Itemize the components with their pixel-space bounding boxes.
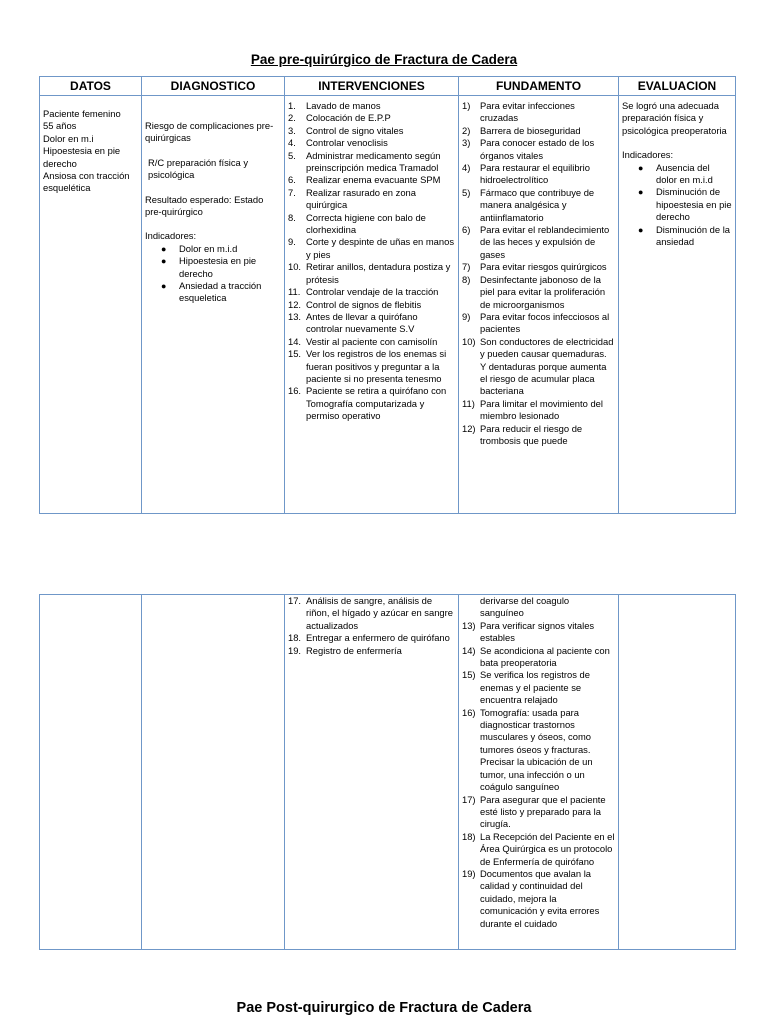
- diagnostico-riesgo: Riesgo de complicaciones pre-quirúrgicas: [145, 120, 274, 144]
- fundamento-cell: [459, 595, 619, 950]
- evaluacion-cell: [619, 595, 736, 950]
- bullet-icon: ●: [638, 224, 644, 235]
- item-number: 17): [462, 793, 476, 805]
- item-text: Se acondiciona al paciente con bata preoperatoria: [480, 644, 610, 669]
- item-text: Colocación de E.P.P: [306, 112, 391, 124]
- list-item: [288, 595, 455, 632]
- fundamento-list: [462, 100, 615, 447]
- list-item: [288, 137, 455, 149]
- list-item: ● Ausencia del dolor en m.i.d: [638, 161, 713, 186]
- item-number: 16.: [288, 385, 302, 397]
- list-item: [462, 423, 615, 448]
- item-text: Ver los registros de los enemas si fueran positivos y preguntar a la paciente si no presenta tenesmo: [306, 348, 447, 384]
- table-header-row: [40, 77, 736, 96]
- diagnostico-rc: R/C preparación física y psicológica: [148, 156, 249, 181]
- item-number: 8): [462, 273, 471, 285]
- fundamento-continuation: derivarse del coagulo sanguíneo: [480, 595, 570, 619]
- list-item: [288, 645, 455, 657]
- header-datos: DATOS: [40, 77, 142, 96]
- header-intervenciones: INTERVENCIONES: [285, 77, 459, 96]
- diagnostico-indicadores-label: Indicadores:: [145, 230, 197, 242]
- item-text: Entregar a enfermero de quirófano: [306, 632, 450, 644]
- item-text: Antes de llevar a quirófano controlar nuevamente S.V: [306, 310, 418, 335]
- item-number: 14.: [288, 335, 302, 347]
- list-item: [462, 261, 615, 273]
- item-number: 10.: [288, 261, 302, 273]
- list-item: [288, 311, 455, 336]
- item-number: 12): [462, 422, 476, 434]
- item-number: 3.: [288, 124, 296, 136]
- list-item: [288, 348, 455, 385]
- list-item: [288, 385, 455, 422]
- item-text: Controlar venoclisis: [306, 137, 388, 149]
- item-number: 19.: [288, 644, 302, 656]
- table-row: [40, 96, 736, 514]
- evaluacion-texto: Se logró una adecuada preparación física y psicológica preoperatoria: [622, 100, 727, 136]
- item-text: Tomografía: usada para diagnosticar trastornos musculares y óseos, como tumores óseos y fracturas. Precisar la ubicación de un tumor, una infección o un coágulo sanguíneo: [480, 706, 593, 793]
- datos-line: Hipoestesia en pie derecho: [43, 145, 121, 169]
- item-number: 11): [462, 397, 475, 409]
- item-text: Corte y despinte de uñas en manos y pies: [306, 236, 455, 260]
- evaluacion-indicadores-list: [622, 162, 732, 249]
- pae-table-page-2: [39, 594, 736, 950]
- diagnostico-cell: [142, 96, 285, 514]
- item-text: Son conductores de electricidad y pueden causar quemaduras. Y dentaduras porque aumenta el riesgo de acumular placa bacteriana: [480, 335, 614, 397]
- list-item: [462, 620, 615, 645]
- item-text: Para restaurar el equilibrio hidroelectrolítico: [480, 162, 590, 186]
- item-number: 1.: [288, 100, 296, 111]
- intervenciones-list: [288, 595, 455, 657]
- datos-line: Dolor en m.i: [43, 132, 94, 144]
- item-number: 18): [462, 830, 476, 842]
- list-item: [462, 669, 615, 706]
- item-number: 6): [462, 224, 471, 236]
- item-text: Desinfectante jabonoso de la piel para evitar la proliferación de microorganismos: [480, 273, 606, 310]
- datos-line: Paciente femenino: [43, 108, 121, 119]
- item-text: Para asegurar que el paciente esté listo y preparado para la cirugía.: [480, 793, 606, 830]
- list-item: ● Hipoestesia en pie derecho: [161, 255, 257, 279]
- intervenciones-cell: [285, 96, 459, 514]
- item-number: 17.: [288, 595, 302, 606]
- item-number: 13.: [288, 310, 302, 322]
- list-item: ● Disminución de la ansiedad: [638, 223, 730, 248]
- item-number: 4): [462, 162, 471, 174]
- list-item: [462, 162, 615, 187]
- list-item: [288, 212, 455, 237]
- list-item: [288, 150, 455, 175]
- list-item: [288, 112, 455, 124]
- item-text: Realizar enema evacuante SPM: [306, 174, 441, 186]
- item-number: 15.: [288, 348, 302, 360]
- item-text: Barrera de bioseguridad: [480, 124, 581, 136]
- item-text: Paciente se retira a quirófano con Tomografía computarizada y permiso operativo: [306, 385, 447, 422]
- item-text: Administrar medicamento según preinscripción medica Tramadol: [306, 149, 441, 174]
- pae-table-page-1: [39, 76, 736, 514]
- item-number: 3): [462, 137, 471, 149]
- list-item: ● Disminución de hipoestesia en pie derecho: [638, 186, 732, 223]
- item-number: 14): [462, 644, 476, 656]
- list-item: ● Dolor en m.i.d: [161, 242, 238, 254]
- fundamento-cell: [459, 96, 619, 514]
- item-number: 4.: [288, 137, 296, 149]
- item-text: Para evitar infecciones cruzadas: [480, 100, 575, 124]
- item-number: 1): [462, 100, 471, 111]
- list-item: [288, 632, 455, 644]
- evaluacion-indicadores-label: Indicadores:: [622, 149, 674, 161]
- list-item: [288, 236, 455, 261]
- item-number: 9): [462, 310, 471, 322]
- item-text: Documentos que avalan la calidad y continuidad del cuidado, mejora la comunicación y evita errores durante el cuidado: [480, 867, 600, 929]
- list-item: ● Ansiedad a tracción esqueletica: [161, 280, 262, 304]
- item-text: Se verifica los registros de enemas y el paciente se encuentra relajado: [480, 669, 590, 706]
- diagnostico-resultado: Resultado esperado: Estado pre-quirúrgico: [145, 193, 264, 218]
- bullet-icon: ●: [638, 187, 644, 198]
- item-number: 12.: [288, 298, 302, 310]
- list-item: [288, 261, 455, 286]
- item-text: Vestir al paciente con camisolín: [306, 335, 438, 347]
- evaluacion-cell: [619, 96, 736, 514]
- section-title: Pae Post-quirurgico de Fractura de Cadera: [236, 1000, 532, 1016]
- item-number: 13): [462, 619, 476, 631]
- bullet-icon: ●: [161, 256, 167, 267]
- diagnostico-indicadores-list: [145, 243, 281, 305]
- header-evaluacion: EVALUACION: [619, 77, 736, 96]
- list-item: [288, 187, 455, 212]
- list-item: [462, 125, 615, 137]
- list-item: [462, 794, 615, 831]
- item-text: Controlar vendaje de la tracción: [306, 286, 439, 298]
- item-number: 19): [462, 867, 476, 879]
- datos-line: 55 años: [43, 120, 77, 132]
- item-number: 8.: [288, 211, 296, 223]
- item-text: Para verificar signos vitales estables: [480, 619, 595, 644]
- item-number: 18.: [288, 632, 302, 644]
- list-item: [462, 100, 615, 125]
- item-text: Para limitar el movimiento del miembro lesionado: [480, 397, 603, 422]
- list-item: [288, 100, 455, 112]
- item-text: La Recepción del Paciente en el Área Quirúrgica es un protocolo de Enfermería de quirófano: [480, 830, 615, 867]
- item-number: 2): [462, 124, 471, 136]
- page-title: Pae pre-quirúrgico de Fractura de Cadera: [250, 52, 518, 67]
- diagnostico-cell: [142, 595, 285, 950]
- item-text: Registro de enfermería: [306, 644, 402, 656]
- header-fundamento: FUNDAMENTO: [459, 77, 619, 96]
- list-item: [462, 187, 615, 224]
- intervenciones-cell: [285, 595, 459, 950]
- list-item: [462, 831, 615, 868]
- item-text: Para evitar focos infecciosos al pacientes: [480, 310, 610, 335]
- list-item: [462, 274, 615, 311]
- list-item: [288, 286, 455, 298]
- intervenciones-list: [288, 100, 455, 423]
- item-number: 15): [462, 669, 476, 681]
- table-row: [40, 595, 736, 950]
- item-number: 10): [462, 335, 476, 347]
- fundamento-list: [462, 620, 615, 930]
- item-text: Retirar anillos, dentadura postiza y prótesis: [306, 261, 451, 285]
- list-item: [462, 645, 615, 670]
- item-text: Control de signo vitales: [306, 124, 404, 136]
- datos-cell: [40, 595, 142, 950]
- item-number: 2.: [288, 112, 296, 124]
- item-number: 7.: [288, 186, 296, 198]
- item-text: Para conocer estado de los órganos vitales: [480, 137, 595, 161]
- item-number: 9.: [288, 236, 296, 248]
- list-item: [462, 398, 615, 423]
- list-item: [462, 707, 615, 794]
- item-text: Fármaco que contribuye de manera analgésica y antiinflamatorio: [480, 186, 595, 223]
- header-diagnostico: DIAGNOSTICO: [142, 77, 285, 96]
- item-number: 5): [462, 186, 471, 198]
- item-text: Correcta higiene con balo de clorhexidina: [306, 211, 426, 236]
- item-text: Realizar rasurado en zona quirúrgica: [306, 186, 416, 211]
- list-item: [462, 336, 615, 398]
- datos-line: Ansiosa con tracción esquelética: [43, 170, 130, 194]
- list-item: [288, 336, 455, 348]
- list-item: [288, 299, 455, 311]
- list-item: [288, 125, 455, 137]
- datos-cell: [40, 96, 142, 514]
- item-text: Para reducir el riesgo de trombosis que puede: [480, 422, 583, 446]
- item-number: 6.: [288, 174, 296, 186]
- item-text: Control de signos de flebitis: [306, 298, 422, 310]
- bullet-icon: ●: [638, 162, 644, 173]
- item-text: Para evitar el reblandecimiento de las heces y expulsión de gases: [480, 224, 610, 260]
- item-text: Para evitar riesgos quirúrgicos: [480, 261, 607, 273]
- item-number: 5.: [288, 149, 296, 161]
- item-number: 11.: [288, 286, 301, 298]
- bullet-icon: ●: [161, 243, 167, 254]
- list-item: [462, 311, 615, 336]
- list-item: [462, 137, 615, 162]
- list-item: [462, 868, 615, 930]
- list-item: [288, 174, 455, 186]
- item-text: Lavado de manos: [306, 100, 381, 111]
- bullet-icon: ●: [161, 281, 167, 292]
- item-text: Análisis de sangre, análisis de riñon, el hígado y azúcar en sangre actualizados: [306, 595, 453, 631]
- item-number: 7): [462, 261, 471, 273]
- list-item: [462, 224, 615, 261]
- item-number: 16): [462, 706, 476, 718]
